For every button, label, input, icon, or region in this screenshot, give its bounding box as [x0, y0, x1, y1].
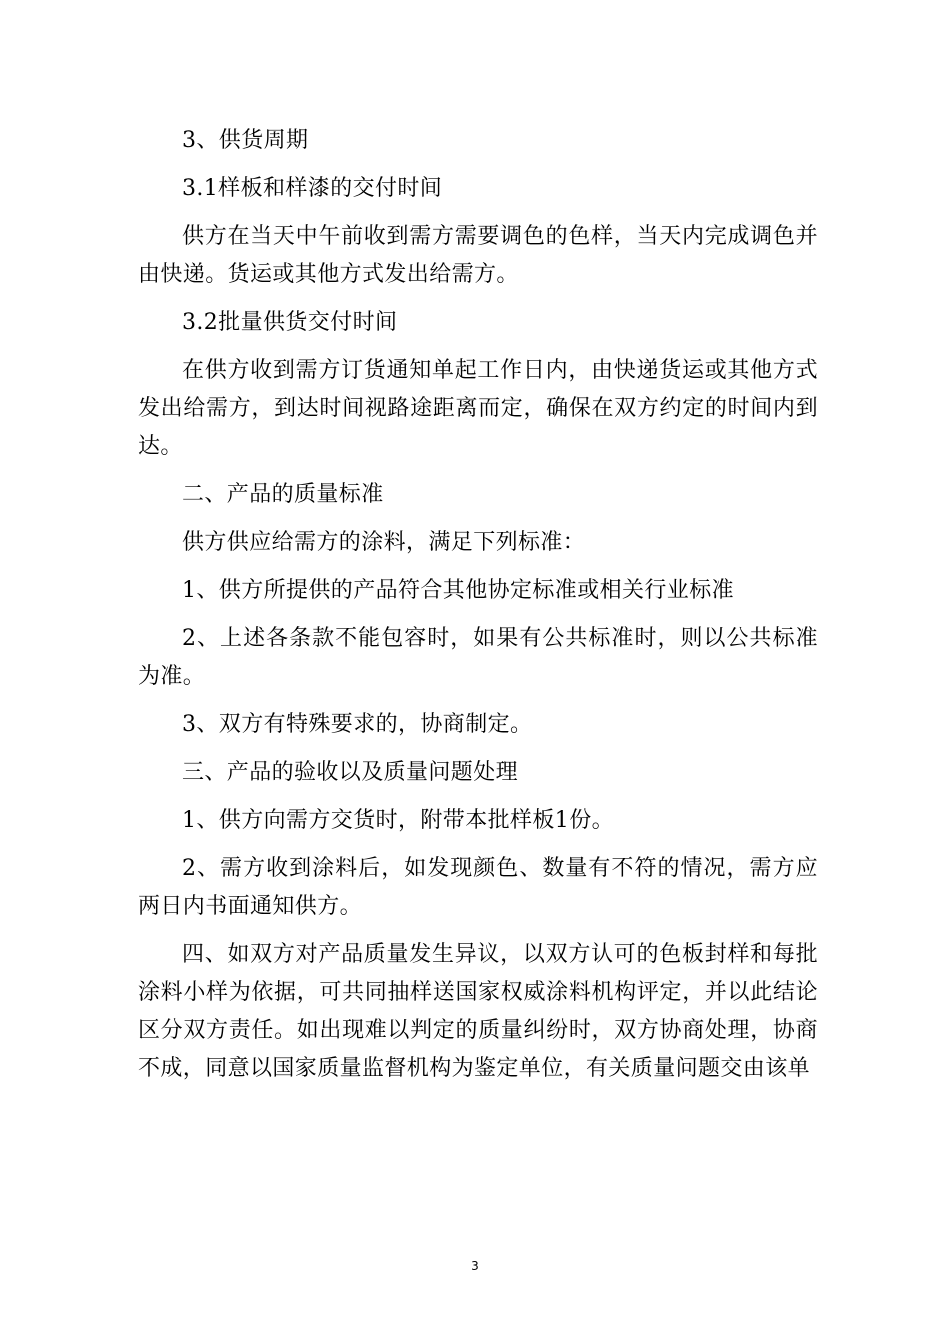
section-heading-acceptance: 三、产品的验收以及质量问题处理: [182, 760, 519, 785]
document-body: [138, 122, 818, 1098]
paragraph-standard-intro: 供方供应给需方的涂料，满足下列标准：: [182, 530, 586, 555]
section-heading-quality-standard: 二、产品的质量标准: [182, 482, 384, 507]
section-paragraph-dispute: 四、如双方对产品质量发生异议，以双方认可的色板封样和每批涂料小样为依据，可共同抽样送国家权威涂料机构评定，并以此结论区分双方责任。如出现难以判定的质量纠纷时，双方协商处理，协商不成，同意以国家质量监督机构为鉴定单位，有关质量问题交由该单: [138, 942, 818, 1081]
paragraph-batch-delivery: 在供方收到需方订货通知单起工作日内，由快递货运或其他方式发出给需方，到达时间视路途距离而定，确保在双方约定的时间内到达。: [138, 358, 818, 459]
paragraph-sample-delivery: 供方在当天中午前收到需方需要调色的色样，当天内完成调色并由快递。货运或其他方式发出给需方。: [138, 224, 818, 287]
subsection-heading-batch-delivery: 3.2批量供货交付时间: [182, 310, 398, 335]
list-item-standard-2: 2、上述各条款不能包容时，如果有公共标准时，则以公共标准为准。: [138, 626, 818, 689]
list-item-acceptance-2: 2、需方收到涂料后，如发现颜色、数量有不符的情况，需方应两日内书面通知供方。: [138, 856, 818, 919]
list-item-standard-3: 3、双方有特殊要求的，协商制定。: [182, 712, 533, 737]
section-heading-supply-cycle: 3、供货周期: [182, 128, 309, 153]
list-item-standard-1: 1、供方所提供的产品符合其他协定标准或相关行业标准: [182, 578, 734, 603]
list-item-acceptance-1: 1、供方向需方交货时，附带本批样板1份。: [182, 808, 614, 833]
subsection-heading-sample-delivery: 3.1样板和样漆的交付时间: [182, 176, 443, 201]
page-number: 3: [471, 1259, 479, 1273]
